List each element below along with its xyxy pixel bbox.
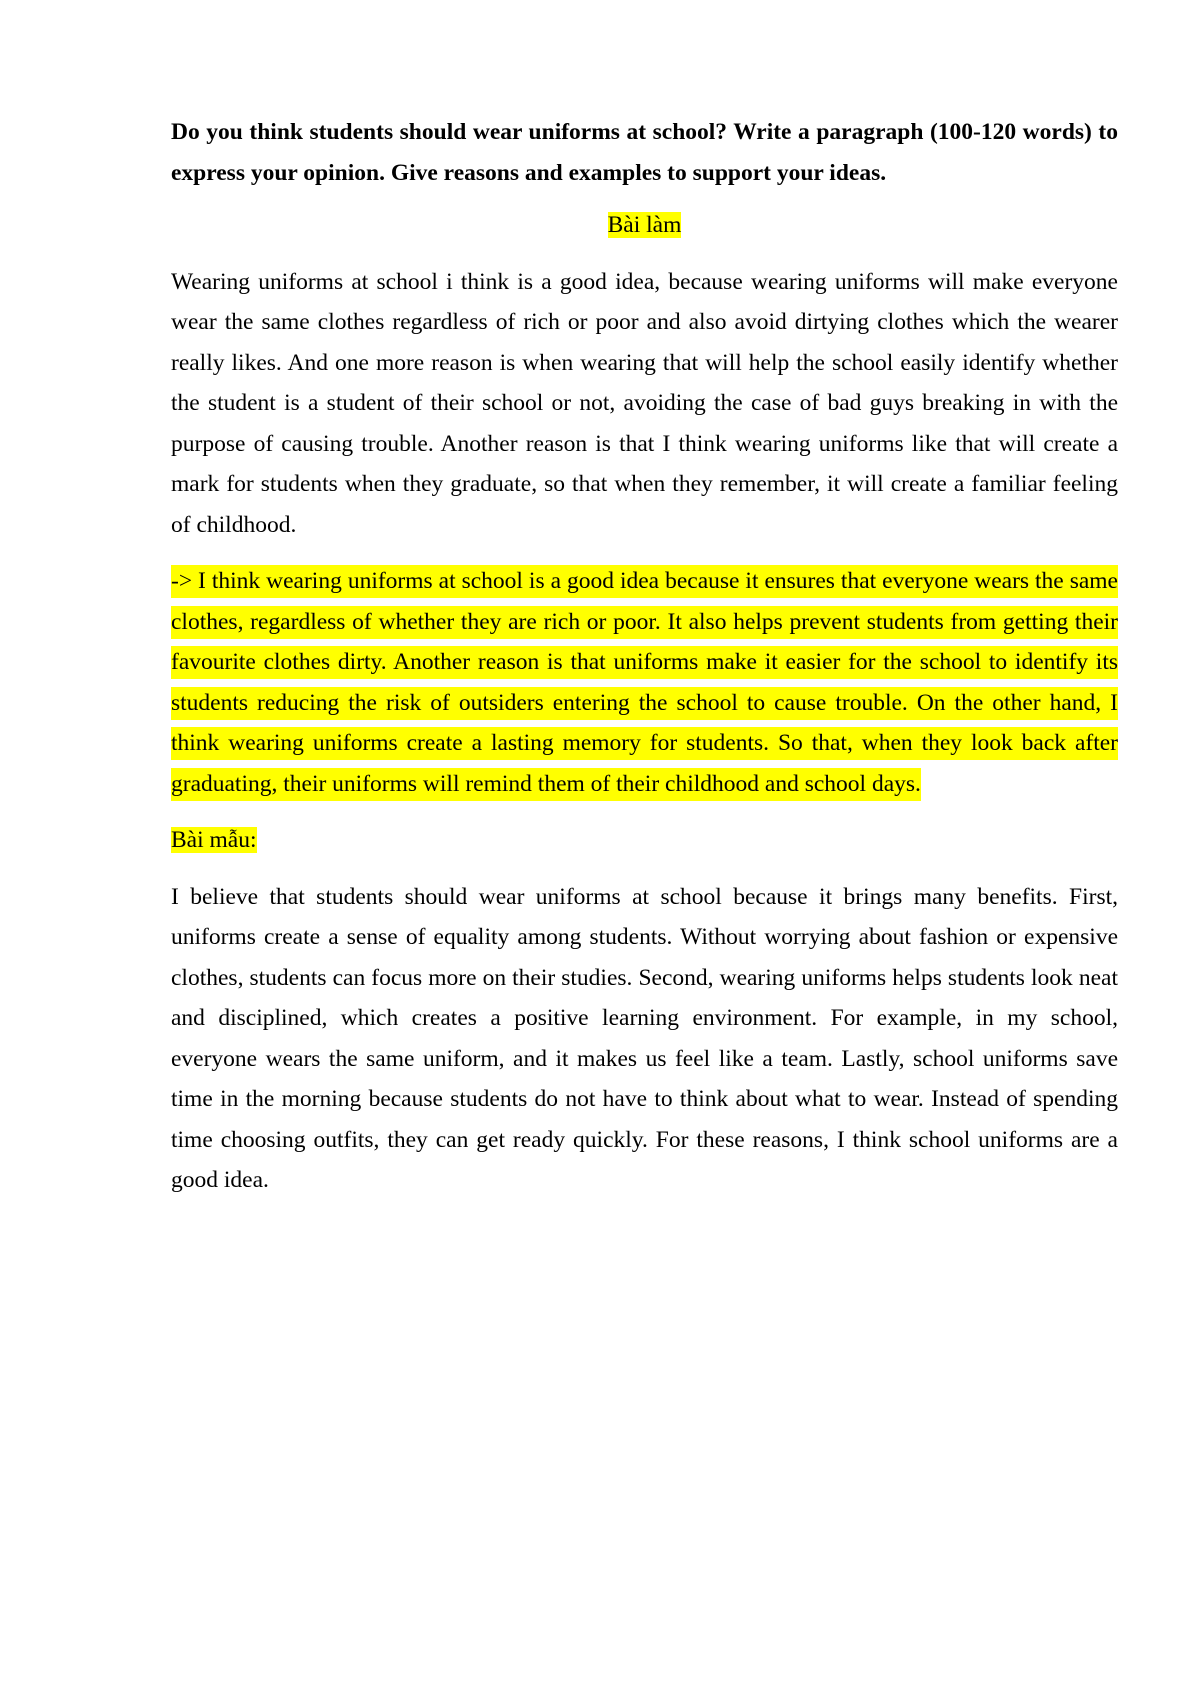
corrected-paragraph-block — [171, 561, 1118, 804]
corrected-paragraph: -> I think wearing uniforms at school is a good idea because it ensures that everyone wears the same clothes, regardless of whether they are rich or poor. It also helps prevent students from getting their favourite clothes dirty. Another reason is that uniforms make it easier for the school to identify its students reducing the risk of outsiders entering the school to cause trouble. On the other hand, I think wearing uniforms create a lasting memory for students. So that, when they look back after graduating, their uniforms will remind them of their childhood and school days. — [171, 565, 1118, 801]
writing-prompt: Do you think students should wear uniforms at school? Write a paragraph (100-120 words) to express your opinion. Give reasons and examples to support your ideas. — [171, 119, 1118, 186]
bai-mau-heading-row — [171, 820, 1118, 861]
bai-lam-heading: Bài làm — [607, 212, 682, 238]
sample-paragraph: I believe that students should wear uniforms at school because it brings many benefits. First, uniforms create a sense of equality among students. Without worrying about fashion or expensive clothes, students can focus more on their studies. Second, wearing uniforms helps students look neat and disciplined, which creates a positive learning environment. For example, in my school, everyone wears the same uniform, and it makes us feel like a team. Lastly, school uniforms save time in the morning because students do not have to think about what to wear. Instead of spending time choosing outfits, they can get ready quickly. For these reasons, I think school uniforms are a good idea. — [171, 883, 1118, 1193]
bai-mau-heading: Bài mẫu: — [171, 827, 257, 853]
student-paragraph: Wearing uniforms at school i think is a good idea, because wearing uniforms will make everyone wear the same clothes regardless of rich or poor and also avoid dirtying clothes which the wearer really likes. And one more reason is when wearing that will help the school easily identify whether the student is a student of their school or not, avoiding the case of bad guys breaking in with the purpose of causing trouble. Another reason is that I think wearing uniforms like that will create a mark for students when they graduate, so that when they remember, it will create a familiar feeling of childhood. — [171, 268, 1118, 538]
document-page — [171, 112, 1118, 1217]
bai-lam-heading-row — [171, 205, 1118, 246]
